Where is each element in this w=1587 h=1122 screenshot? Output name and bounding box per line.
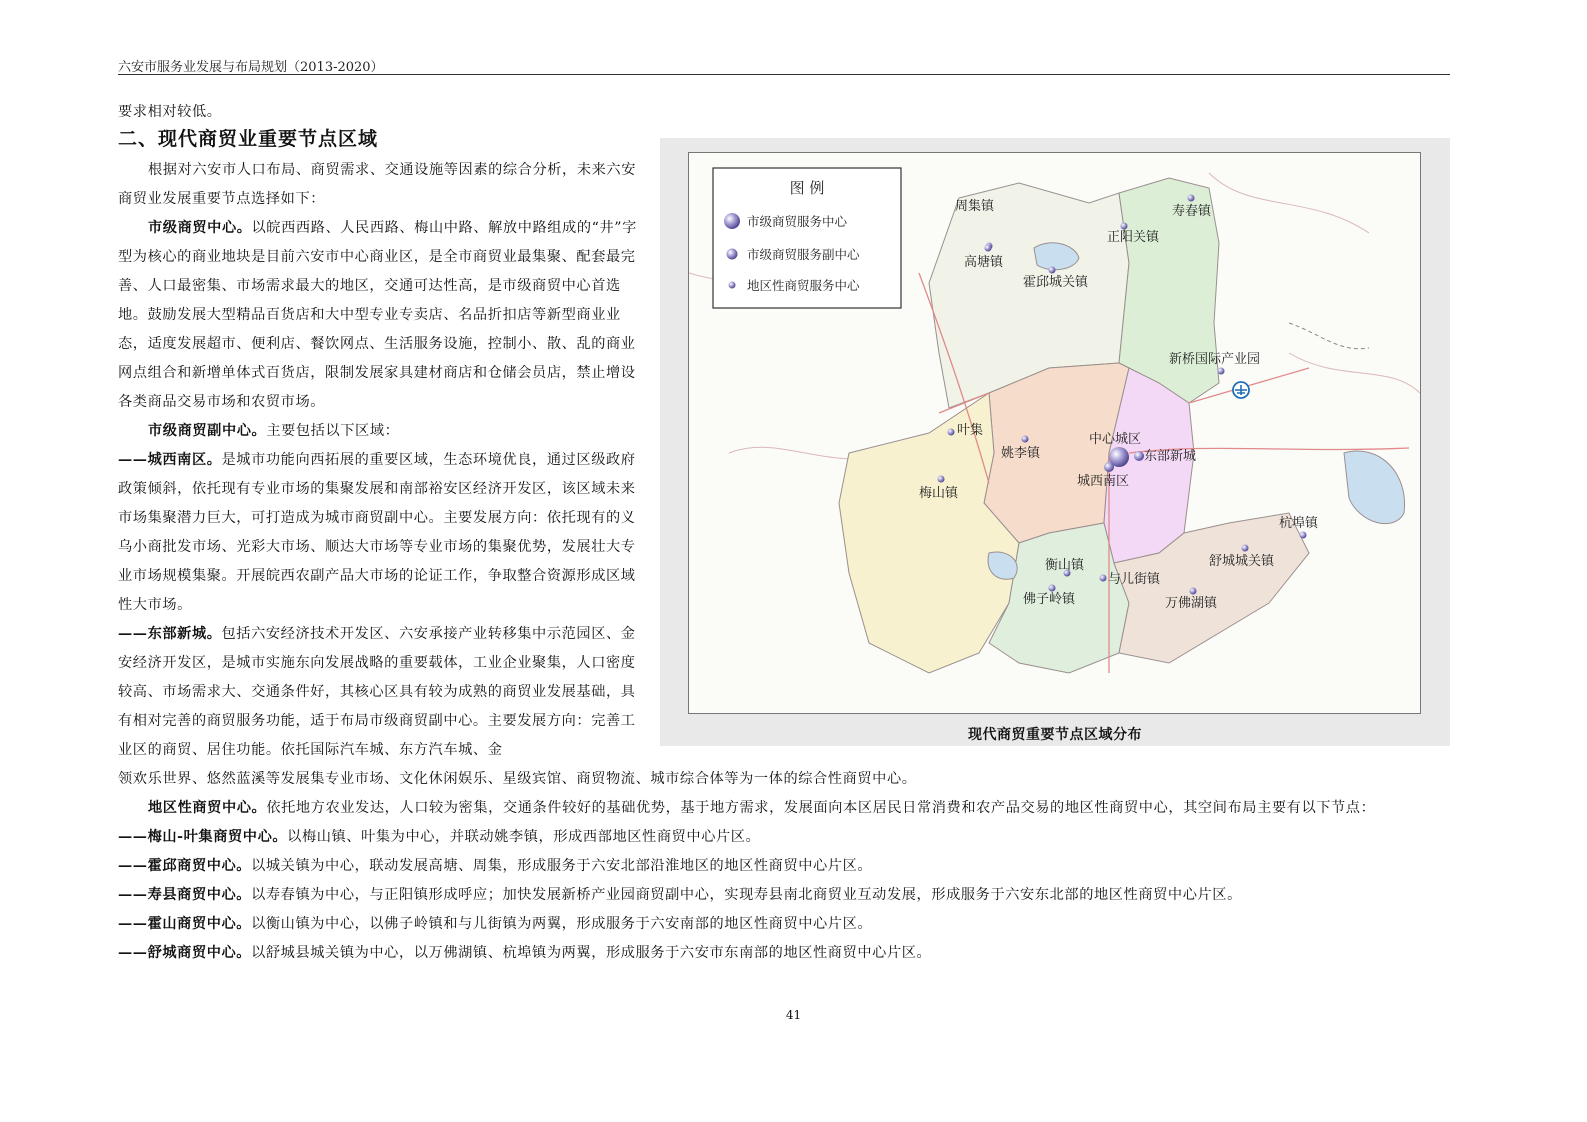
- marker-yuerjie: [1100, 575, 1107, 582]
- district-center-paragraph: [118, 794, 1453, 823]
- marker-hangbu: [1300, 532, 1307, 539]
- map-caption: 现代商贸重要节点区域分布: [968, 727, 1142, 743]
- marker-shucheng: [1242, 545, 1249, 552]
- label-zhouji: 周集镇: [955, 199, 995, 214]
- page-number: 41: [785, 1008, 802, 1022]
- node-text: 以城关镇为中心，联动发展高塘、周集，形成服务于六安北部沿淮地区的地区性商贸中心片区。: [251, 858, 873, 874]
- node-label: ——舒城商贸中心。: [118, 945, 252, 961]
- dongbu-continued: 领欢乐世界、悠然蓝溪等发展集专业市场、文化休闲娱乐、星级宾馆、商贸物流、城市综合体等为一体的综合性商贸中心。: [118, 771, 917, 787]
- dongbu-paragraph: [118, 620, 646, 765]
- label-hangbu: 杭埠镇: [1279, 516, 1319, 531]
- marker-gaotang: [985, 245, 992, 252]
- label-wanfohu: 万佛湖镇: [1165, 596, 1218, 611]
- marker-zhengyangguan: [1121, 223, 1128, 230]
- node-label: ——霍邱商贸中心。: [118, 858, 252, 874]
- city-center-paragraph: [118, 214, 646, 417]
- map-legend: [713, 168, 901, 308]
- node-shucheng: [118, 939, 1453, 968]
- label-yeji: 叶集: [957, 423, 984, 438]
- legend-district-marker: [729, 282, 736, 289]
- legend-major-marker: [724, 213, 740, 229]
- district-center-label: 地区性商贸中心。: [148, 800, 267, 816]
- marker-wanfohu: [1190, 588, 1197, 595]
- document-header: 六安市服务业发展与布局规划（2013-2020）: [118, 60, 384, 75]
- district-center-text: 依托地方农业发达，人口较为密集，交通条件较好的基础优势，基于地方需求，发展面向本区居民日常消费和农产品交易的地区性商贸中心，其空间布局主要有以下节点：: [266, 800, 1376, 816]
- label-dongbu: 东部新城: [1144, 449, 1197, 464]
- sub-center-label: 市级商贸副中心。: [148, 423, 267, 439]
- label-chengxinan: 城西南区: [1077, 474, 1130, 489]
- intro-line: 要求相对较低。: [118, 104, 222, 120]
- marker-chengxinan: [1104, 462, 1114, 472]
- marker-yaoli: [1022, 436, 1029, 443]
- node-shouxian: [118, 881, 1453, 910]
- section-title: 二、现代商贸业重要节点区域: [118, 128, 379, 150]
- chengxinan-paragraph: [118, 446, 646, 620]
- marker-huoqiu: [1049, 267, 1056, 274]
- label-fuziling: 佛子岭镇: [1023, 592, 1076, 607]
- label-gaotang: 高塘镇: [964, 255, 1004, 270]
- section-intro: 根据对六安市人口布局、商贸需求、交通设施等因素的综合分析，未来六安商贸业发展重要节点选择如下：: [118, 162, 636, 207]
- marker-xinqiao: [1218, 368, 1225, 375]
- legend-item-major: 市级商贸服务中心: [747, 214, 848, 229]
- label-zhengyangguan: 正阳关镇: [1107, 230, 1160, 245]
- label-zhongxin: 中心城区: [1089, 432, 1142, 447]
- legend-item-district: 地区性商贸服务中心: [747, 278, 860, 293]
- marker-meishan: [938, 476, 945, 483]
- node-text: 以衡山镇为中心，以佛子岭镇和与儿街镇为两翼，形成服务于六安南部的地区性商贸中心片区。: [251, 916, 873, 932]
- label-yuerjie: 与儿街镇: [1108, 572, 1161, 587]
- marker-yeji: [948, 429, 955, 436]
- city-center-label: 市级商贸中心。: [148, 220, 252, 236]
- dongbu-text: 包括六安经济技术开发区、六安承接产业转移集中示范园区、金安经济开发区，是城市实施东向发展战略的重要载体，工业企业聚集，人口密度较高、市场需求大、交通条件好，其核心区具有较为成熟的商贸业发展基础，具有相对完善的商贸服务功能，适于布局市级商贸副中心。主要发展方向：完善工业区的商贸、居住功能。依托国际汽车城、东方汽车城、金: [118, 626, 636, 758]
- label-shouchun: 寿春镇: [1172, 204, 1212, 219]
- dongbu-label: ——东部新城。: [118, 626, 222, 642]
- label-huoqiu: 霍邱城关镇: [1023, 275, 1089, 290]
- label-xinqiao: 新桥国际产业园: [1169, 352, 1261, 367]
- node-text: 以舒城县城关镇为中心，以万佛湖镇、杭埠镇为两翼，形成服务于六安市东南部的地区性商贸中心片区。: [251, 945, 932, 961]
- node-text: 以寿春镇为中心，与正阳镇形成呼应；加快发展新桥产业园商贸副中心，实现寿县南北商贸业互动发展，形成服务于六安东北部的地区性商贸中心片区。: [251, 887, 1242, 903]
- node-label: ——梅山-叶集商贸中心。: [118, 829, 288, 845]
- label-meishan: 梅山镇: [919, 486, 959, 501]
- node-label: ——霍山商贸中心。: [118, 916, 252, 932]
- city-center-text: 以皖西西路、人民西路、梅山中路、解放中路组成的“井”字型为核心的商业地块是目前六安市中心商业区，是全市商贸业最集聚、配套最完善、人口最密集、市场需求最大的地区，交通可达性高，是市级商贸中心首选地。鼓励发展大型精品百货店和大中型专业专卖店、名品折扣店等新型商业业态，适度发展超市、便利店、餐饮网点、生活服务设施，控制小、散、乱的商业网点组合和新增单体式百货店，限制发展家具建材商店和仓储会员店，禁止增设各类商品交易市场和农贸市场。: [118, 220, 637, 410]
- node-text: 以梅山镇、叶集为中心，并联动姚李镇，形成西部地区性商贸中心片区。: [287, 829, 761, 845]
- sub-center-text: 主要包括以下区域：: [266, 423, 400, 439]
- node-huoqiu: [118, 852, 1453, 881]
- airport-icon: [1233, 382, 1249, 398]
- label-yaoli: 姚李镇: [1001, 446, 1041, 461]
- node-meishan-yeji: [118, 823, 1453, 852]
- legend-title: 图 例: [789, 179, 825, 197]
- legend-item-sub: 市级商贸服务副中心: [747, 247, 860, 262]
- header-rule: [118, 74, 1450, 75]
- sub-center-paragraph: [118, 417, 646, 446]
- node-huoshan: [118, 910, 1453, 939]
- marker-fuziling: [1049, 585, 1056, 592]
- chengxinan-text: 是城市功能向西拓展的重要区域，生态环境优良，通过区级政府政策倾斜，依托现有专业市场的集聚发展和南部裕安区经济开发区，该区域未来市场集聚潜力巨大，可打造成为城市商贸副中心。主要发展方向：依托现有的义乌小商批发市场、光彩大市场、顺达大市场等专业市场的集聚优势，发展壮大专业市场规模集聚。开展皖西农副产品大市场的论证工作，争取整合资源形成区域性大市场。: [118, 452, 636, 613]
- chengxinan-label: ——城西南区。: [118, 452, 222, 468]
- label-shucheng: 舒城城关镇: [1209, 554, 1275, 569]
- legend-sub-marker: [727, 249, 738, 260]
- node-label: ——寿县商贸中心。: [118, 887, 252, 903]
- label-hengshan: 衡山镇: [1045, 558, 1085, 573]
- marker-dongbu: [1134, 451, 1144, 461]
- marker-shouchun: [1188, 195, 1195, 202]
- region-map: [688, 152, 1421, 714]
